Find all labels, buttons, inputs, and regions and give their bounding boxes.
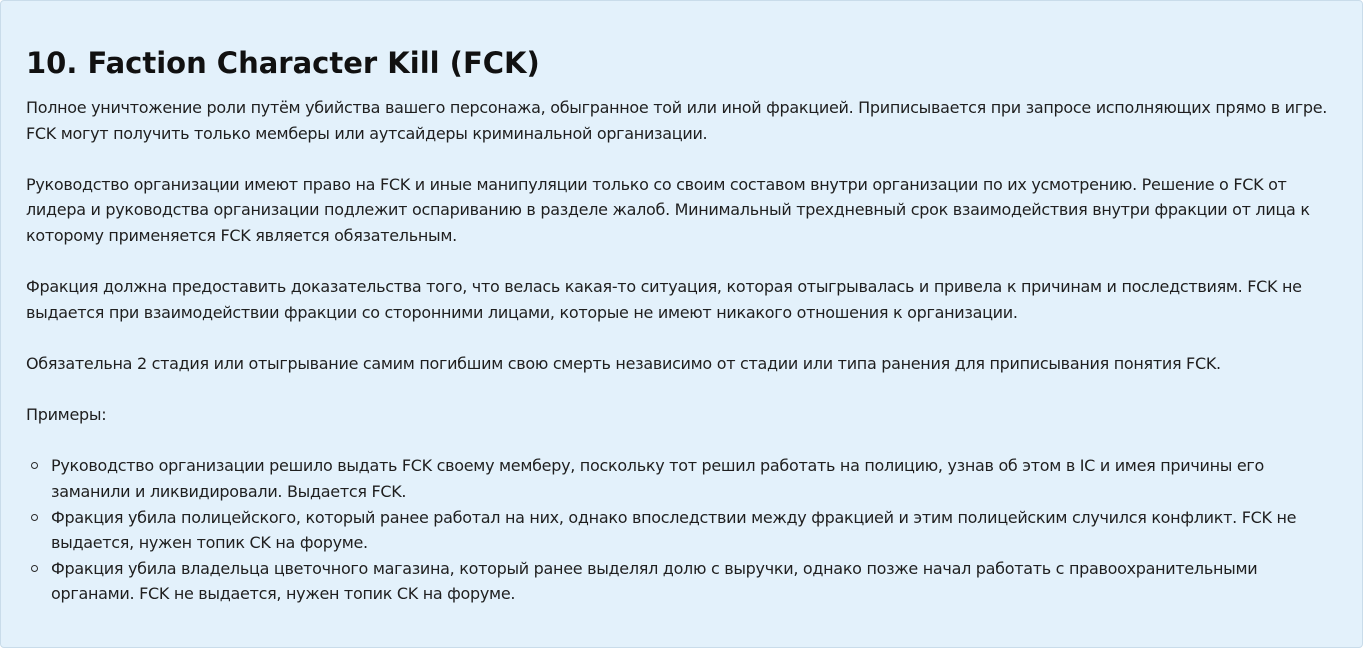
paragraph-requirement: Обязательна 2 стадия или отыгрывание самим погибшим свою смерть независимо от стадии или типа ранения для приписывания понятия FCK. [26, 353, 1221, 373]
paragraph-leadership: Руководство организации имеют право на FCK и иные манипуляции только со своим составом внутри организации по их усмотрению. Решение о FCK от лидера и руководства организации подлежит оспариванию в разделе жалоб. Минимальный трехдневный срок взаимодействия внутри фракции от лица к которому применяется FCK является обязательным. [26, 174, 1310, 245]
list-item: Руководство организации решило выдать FCK своему мемберу, поскольку тот решил работать на полицию, узнав об этом в IC и имея причины его заманили и ликвидировали. Выдается FCK. [51, 453, 1337, 504]
examples-heading: Примеры: [26, 405, 107, 425]
list-item: Фракция убила владельца цветочного магазина, который ранее выделял долю с выручки, однако позже начал работать с правоохранительными органами. FCK не выдается, нужен топик CK на форуме. [51, 556, 1337, 607]
paragraph-definition: Полное уничтожение роли путём убийства вашего персонажа, обыгранное той или иной фракцией. Приписывается при запросе исполняющих прямо в игре. FCK могут получить только мемберы или аутсайдеры криминальной организации. [26, 98, 1328, 143]
list-item: Фракция убила полицейского, который ранее работал на них, однако впоследствии между фракцией и этим полицейским случился конфликт. FCK не выдается, нужен топик CK на форуме. [51, 505, 1337, 556]
examples-list [26, 453, 1337, 607]
section-title: 10. Faction Character Kill (FCK) [26, 46, 540, 80]
paragraph-evidence: Фракция должна предоставить доказательства того, что велась какая-то ситуация, которая отыгрывалась и привела к причинам и последствиям. FCK не выдается при взаимодействии фракции со сторонними лицами, которые не имеют никакого отношения к организации. [26, 277, 1302, 322]
